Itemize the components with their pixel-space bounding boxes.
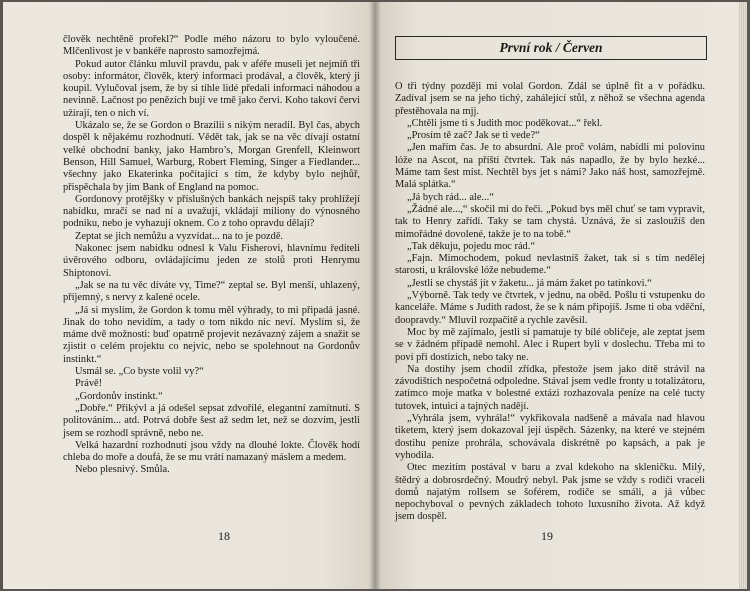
- paragraph: „Fajn. Mimochodem, pokud nevlastníš žaket, tak si s tím nedělej starosti, u královské lóže nebudeme.“: [395, 253, 705, 277]
- left-page-number: 18: [218, 529, 230, 543]
- book-gutter: [369, 2, 381, 589]
- paragraph: člověk nechtěně prořekl?“ Podle mého názoru to bylo vyloučené. Mlčenlivost je v bankéře naprosto samozřejmá.: [63, 34, 360, 58]
- right-page-number: 19: [541, 529, 553, 543]
- paragraph: „Já si myslím, že Gordon k tomu měl výhrady, to mi připadá jasné. Jinak do toho nevidím, a tady o tom nikdo nic neví. Myslím si, že máme dvě možnosti: buď opatrně projevit nezávazný zájem a snažit se zjistit o celém projektu co nejvíc, nebo se spolehnout na Gordonův instinkt.“: [63, 304, 360, 365]
- paragraph: O tři týdny později mi volal Gordon. Zdál se úplně fit a v pořádku. Zadíval jsem se na jeho tichý, zahálející stůl, z něhož se všechna agenda přestěhovala na mjj.: [395, 81, 705, 117]
- paragraph: Gordonovy protějšky v příslušných bankách nejspíš taky prohlížejí nabídku, mračí se nad ní a uvažují, vkládají miliony do výnosného podniku, nebo je vyhazují oknem. Co z toho opravdu dělají?: [63, 193, 360, 230]
- paragraph: Usmál se. „Co byste volil vy?“: [75, 366, 204, 378]
- paragraph: Nakonec jsem nabídku odnesl k Valu Fisherovi, hlavnímu řediteli úvěrového odboru, ovládajícímu jeden ze stolů proti Henrymu Shiptonovi.: [63, 243, 360, 279]
- paragraph: „Dobře.“ Přikývl a já odešel sepsat zdvořilé, elegantní zamítnutí. S politováním... atd. Potrvá dobře šest až sedm let, než se dozvím, jestli jsem se rozhodl správně, nebo ne.: [63, 402, 360, 439]
- paragraph: Na dostihy jsem chodil zřídka, přestože jsem jako dítě strávil na závodištích nespočetná odpoledne. Stával jsem vedle fronty u totalizátoru, zatímco moje matka v bolestné extázi rozhazovala peníze na celé tucty tutovek, intuicí a tajných nadějí.: [395, 363, 705, 412]
- paragraph: „Tak děkuju, pojedu moc rád.“: [407, 240, 535, 252]
- paragraph: „Gordonův instinkt.“: [75, 390, 163, 402]
- paragraph: Pokud autor článku mluvil pravdu, pak v aféře museli jet nejmíň tři osoby: informátor, člověk, který informaci prodával, a člověk, který ji koupil. Vylučoval jsem, že by si tihle lidé předali informaci náhodou a nevinně. Lačnost po penězích bují ve tmě jako červi. Koho takoví červi užírají, ten o nich ví.: [63, 58, 360, 119]
- paragraph: Otec mezitím postával v baru a zval kdekoho na skleničku. Milý, štědrý a dobrosrdečný. Moudrý nebyl. Pak jsme se vždy s rodiči vraceli domů najatým rollsem se šoférem, rodiče se smáli, a já vůbec nepochyboval o pevných základech tohoto luxusního života. Až když jsem dospěl.: [395, 462, 705, 523]
- paragraph: „Žádné ale...,“ skočil mi do řeči. „Pokud bys měl chuť se tam vypravit, tak to Henry zařídí. Taky se tam chystá. Uznává, že si zasloužíš den mimořádné dovolené, takže je to na tobě.“: [395, 203, 705, 240]
- right-page: [375, 2, 747, 589]
- paragraph: „Jestli se chystáš jít v žaketu... já mám žaket po tatínkovi.“: [407, 277, 652, 289]
- paragraph: „Vyhrála jsem, vyhrála!“ vykřikovala nadšeně a mávala nad hlavou tiketem, který jsem dokazoval její úspěch. Sázenky, na které ve stejném dostihu peníze prohrála, schovávala diskrétně po kapsách, a pak je vyhodila.: [395, 413, 705, 461]
- paragraph: „Já bych rád... ale...“: [407, 191, 494, 203]
- right-page-text: [395, 81, 705, 524]
- book-spread: [3, 2, 747, 589]
- paragraph: „Chtěli jsme ti s Judith moc poděkovat...“ řekl.: [407, 117, 603, 129]
- paragraph: „Prosím tě zač? Jak se ti vede?“: [407, 130, 540, 142]
- chapter-heading: První rok / Červen: [395, 36, 707, 60]
- paragraph: Ukázalo se, že se Gordon o Brazílii s nikým neradil. Byl čas, abych dospěl k nějakému rozhodnutí. Vědět tak, jak se na věc dívají ostatní velké obchodní banky, jako Hambro’s, Morgan Grenfell, Kleinwort Benson, Hill Samuel, Warburg, Robert Fleming, Singer a Fiedlander... všechny jako Ekaterinka počítající s tím, že kdyby bylo nejhůř, přispěchala by jim Bank of England na pomoc.: [63, 120, 360, 193]
- paragraph: „Výborně. Tak tedy ve čtvrtek, v jednu, na oběd. Pošlu ti vstupenku do kanceláře. Máme s Judith radost, že se k nám připojíš. Jsme ti oba vděční, doopravdy.“ Mluvil rozpačitě a rychle zavěsil.: [395, 290, 705, 326]
- paragraph: Nebo plesnivý. Smůla.: [75, 464, 170, 476]
- paragraph: Zeptat se jich nemůžu a vyzvídat... na to je pozdě.: [75, 230, 284, 242]
- left-page-text: [63, 34, 360, 477]
- paragraph: Velká hazardní rozhodnutí jsou vždy na dlouhé lokte. Člověk hodí chleba do moře a doufá, že se mu vrátí namazaný máslem a medem.: [63, 439, 360, 464]
- page-edge: [739, 2, 747, 589]
- left-page: [3, 2, 375, 589]
- paragraph: Moc by mě zajímalo, jestli si pamatuje ty bílé obličeje, ale zeptat jsem se v žádném případě nemohl. Alec i Rupert byli v doslechu. Třeba mi to poví při dostizích, nebo taky ne.: [395, 326, 705, 363]
- paragraph: Právě!: [75, 378, 103, 390]
- paragraph: „Jen mařím čas. Je to absurdní. Ale proč volám, nabídli mi polovinu lóže na Ascot, na příští čtvrtek. Tak nás napadlo, že by bylo hezké... Máme tam šest míst. Nechtěl bys jet s námi? Jako náš host, samozřejmě. Malá splátka.“: [395, 142, 705, 191]
- paragraph: „Jak se na tu věc díváte vy, Time?“ zeptal se. Byl menší, uhlazený, příjemný, s nervy z kalené ocele.: [63, 279, 360, 304]
